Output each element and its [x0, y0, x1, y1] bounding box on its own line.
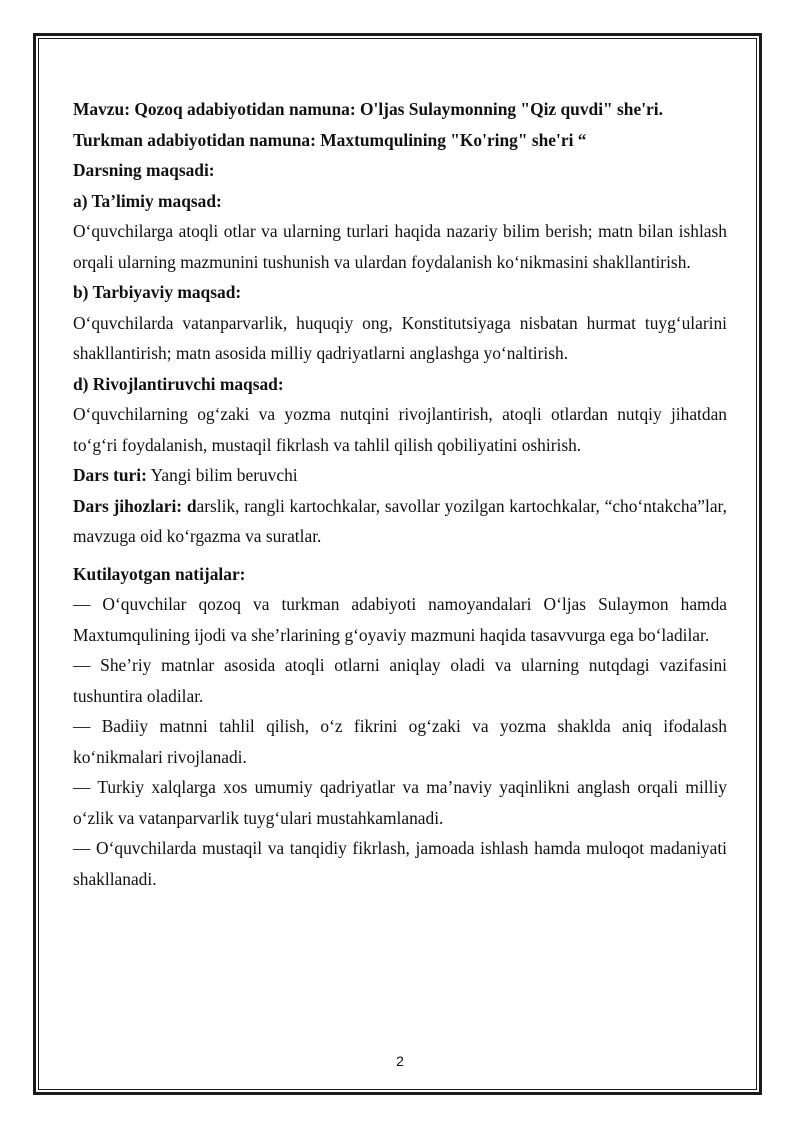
educational-goal-heading: a) Ta’limiy maqsad: [73, 190, 222, 211]
upbringing-goal-heading: b) Tarbiyaviy maqsad: [73, 282, 242, 302]
lesson-equipment [73, 491, 727, 552]
outcome-item: — O‘quvchilar qozoq va turkman adabiyoti namoyandalari O‘ljas Sulaymon hamda Maxtumqulining ijodi va she’rlarining g‘oyaviy mazmuni haqida tasavvurga ega bo‘ladilar. [73, 594, 727, 645]
upbringing-goal-text: O‘quvchilarda vatanparvarlik, huquqiy ong, Konstitutsiyaga nisbatan hurmat tuyg‘ularini shakllantirish; matn asosida milliy qadriyatlarni anglashga yo‘naltirish. [73, 312, 727, 363]
outcome-item: — She’riy matnlar asosida atoqli otlarni aniqlay oladi va ularning nutqdagi vazifasini tushuntira oladilar. [73, 655, 727, 706]
goals-heading: Darsning maqsadi: [73, 160, 215, 180]
document-body [73, 94, 727, 894]
outcome-item: — Turkiy xalqlarga xos umumiy qadriyatlar va ma’naviy yaqinlikni anglash orqali milliy o‘zlik va vatanparvarlik tuyg‘ulari mustahkamlanadi. [73, 777, 727, 828]
lesson-type [73, 460, 727, 491]
lesson-equipment-value: arslik, rangli kartochkalar, savollar yozilgan kartochkalar, “cho‘ntakcha”lar, mavzuga oid ko‘rgazma va suratlar. [73, 495, 728, 546]
outcome-item: — Badiiy matnni tahlil qilish, o‘z fikrini og‘zaki va yozma shaklda aniq ifodalash ko‘nikmalari rivojlanadi. [73, 716, 727, 767]
lesson-equipment-label: Dars jihozlari: d [73, 495, 197, 516]
developmental-goal-heading: d) Rivojlantiruvchi maqsad: [73, 373, 284, 394]
developmental-goal-text: O‘quvchilarning og‘zaki va yozma nutqini rivojlantirish, atoqli otlardan nutqiy jihatdan to‘g‘ri foydalanish, mustaqil fikrlash va tahlil qilish qobiliyatini oshirish. [73, 404, 727, 455]
topic-line-2: Turkman adabiyotidan namuna: Maxtumqulining "Ko'ring" she'ri “ [73, 129, 587, 150]
outcome-item: — O‘quvchilarda mustaqil va tanqidiy fikrlash, jamoada ishlash hamda muloqot madaniyati shakllanadi. [73, 838, 727, 889]
topic-line: Mavzu: Qozoq adabiyotidan namuna: O'ljas Sulaymonning "Qiz quvdi" she'ri. [73, 99, 663, 119]
outcomes-heading: Kutilayotgan natijalar: [73, 563, 246, 584]
page-number: 2 [396, 1053, 404, 1069]
educational-goal-text: O‘quvchilarga atoqli otlar va ularning turlari haqida nazariy bilim berish; matn bilan ishlash orqali ularning mazmunini tushunish va ulardan foydalanish ko‘nikmasini shakllantirish. [73, 221, 727, 272]
lesson-type-value: Yangi bilim beruvchi [146, 465, 298, 485]
lesson-type-label: Dars turi: [73, 465, 147, 485]
